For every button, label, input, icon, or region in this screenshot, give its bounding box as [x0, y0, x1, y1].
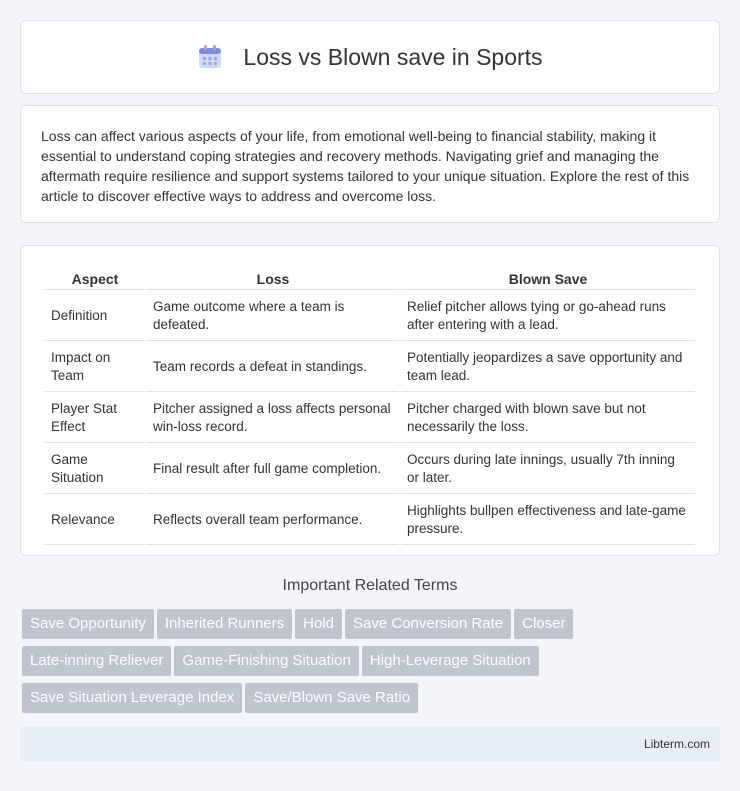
- term-tag[interactable]: High-Leverage Situation: [362, 646, 539, 676]
- term-tag[interactable]: Late-inning Reliever: [22, 646, 171, 676]
- cell-aspect: Relevance: [45, 496, 145, 545]
- cell-aspect: Definition: [45, 292, 145, 341]
- cell-blown-save: Occurs during late innings, usually 7th inning or later.: [401, 445, 695, 494]
- cell-loss: Pitcher assigned a loss affects personal win-loss record.: [147, 394, 399, 443]
- intro-card: [20, 105, 720, 223]
- header-loss: Loss: [147, 268, 399, 290]
- cell-blown-save: Relief pitcher allows tying or go-ahead runs after entering with a lead.: [401, 292, 695, 341]
- cell-loss: Team records a defeat in standings.: [147, 343, 399, 392]
- term-tag[interactable]: Game-Finishing Situation: [174, 646, 358, 676]
- cell-blown-save: Potentially jeopardizes a save opportunity and team lead.: [401, 343, 695, 392]
- cell-aspect: Impact on Team: [45, 343, 145, 392]
- term-tag[interactable]: Save/Blown Save Ratio: [245, 683, 418, 713]
- table-row: [45, 496, 695, 545]
- comparison-table-card: [20, 245, 720, 556]
- cell-blown-save: Pitcher charged with blown save but not necessarily the loss.: [401, 394, 695, 443]
- term-tag[interactable]: Save Situation Leverage Index: [22, 683, 242, 713]
- table-row: [45, 445, 695, 494]
- related-terms-list: [22, 609, 722, 720]
- header-card: [20, 20, 720, 94]
- cell-loss: Game outcome where a team is defeated.: [147, 292, 399, 341]
- table-row: [45, 292, 695, 341]
- table-row: [45, 343, 695, 392]
- related-terms-title: Important Related Terms: [282, 577, 458, 594]
- cell-loss: Reflects overall team performance.: [147, 496, 399, 545]
- term-tag[interactable]: Inherited Runners: [157, 609, 292, 639]
- table-row: [45, 394, 695, 443]
- cell-loss: Final result after full game completion.: [147, 445, 399, 494]
- term-tag[interactable]: Closer: [514, 609, 573, 639]
- footer: [20, 727, 720, 761]
- header-blown-save: Blown Save: [401, 268, 695, 290]
- cell-aspect: Player Stat Effect: [45, 394, 145, 443]
- cell-blown-save: Highlights bullpen effectiveness and late-game pressure.: [401, 496, 695, 545]
- term-tag[interactable]: Save Opportunity: [22, 609, 154, 639]
- term-tag[interactable]: Save Conversion Rate: [345, 609, 511, 639]
- calendar-icon: [197, 44, 223, 70]
- page-title: Loss vs Blown save in Sports: [243, 43, 543, 70]
- footer-site-link[interactable]: Libterm.com: [643, 737, 710, 751]
- intro-text: Loss can affect various aspects of your life, from emotional well-being to financial stability, making it essential to understand coping strategies and recovery methods. Navigating grief and managing the aftermath require resilience and support systems tailored to your unique situation. Explore the rest of this article to discover effective ways to address and overcome loss.: [41, 128, 690, 204]
- cell-aspect: Game Situation: [45, 445, 145, 494]
- term-tag[interactable]: Hold: [295, 609, 342, 639]
- comparison-table: [43, 266, 697, 547]
- header-aspect: Aspect: [45, 268, 145, 290]
